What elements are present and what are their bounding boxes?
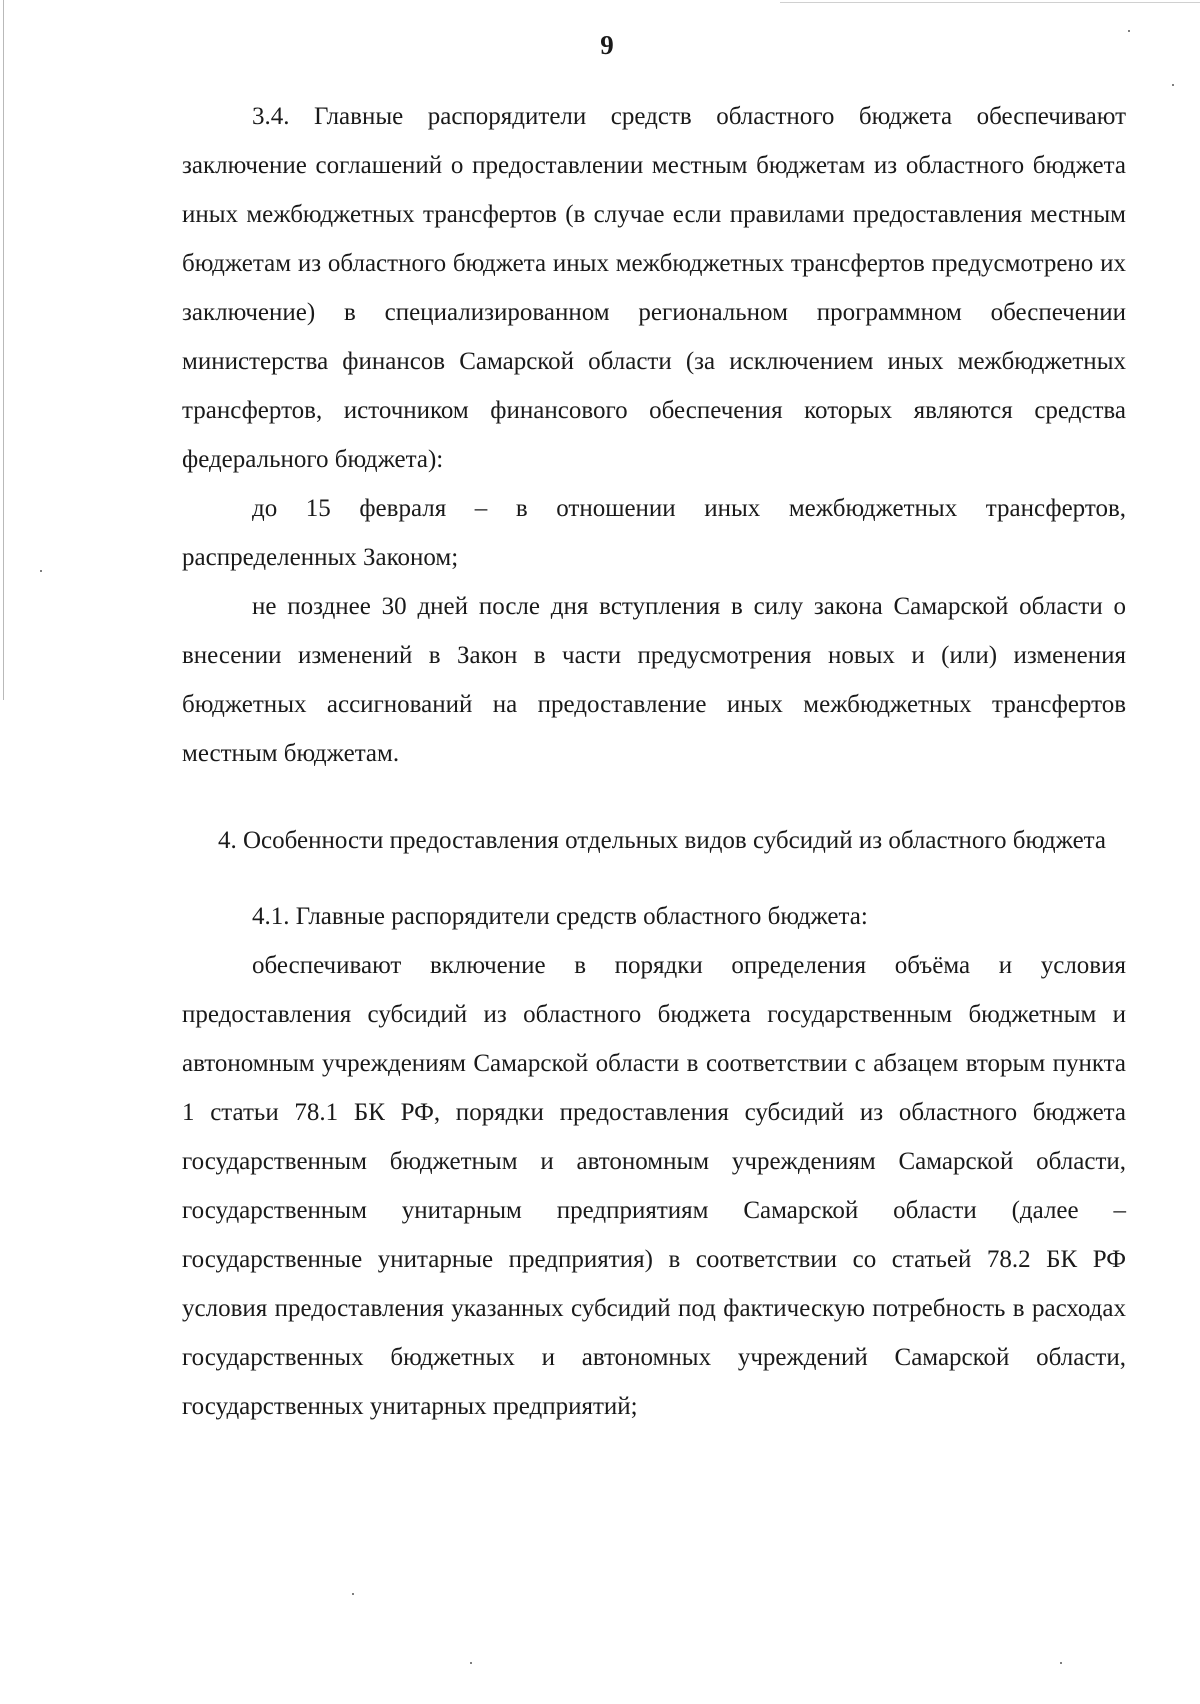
paragraph-3-4: 3.4. Главные распорядители средств областного бюджета обеспечивают заключение соглашений о предоставлении местным бюджетам из областного бюджета иных межбюджетных трансфертов (в случае если правилами предоставления местным бюджетам из областного бюджета иных межбюджетных трансфертов предусмотрено их заключение) в специализированном региональном программном обеспечении министерства финансов Самарской области (за исключением иных межбюджетных трансфертов, источником финансового обеспечения которых являются средства федерального бюджета): bbox=[182, 103, 1126, 473]
scan-speck bbox=[470, 1662, 472, 1664]
scan-speck bbox=[352, 1593, 354, 1595]
scan-speck bbox=[1128, 30, 1130, 32]
document-body bbox=[182, 92, 1126, 1431]
paragraph-deadline-february: до 15 февраля – в отношении иных межбюджетных трансфертов, распределенных Законом; bbox=[182, 495, 1126, 571]
scan-edge-line bbox=[3, 0, 4, 700]
paragraph-4-1: 4.1. Главные распорядители средств областного бюджета: bbox=[252, 903, 868, 930]
paragraph-deadline-30-days: не позднее 30 дней после дня вступления в силу закона Самарской области о внесении изменений в Закон в части предусмотрения новых и (или) изменения бюджетных ассигнований на предоставление иных межбюджетных трансфертов местным бюджетам. bbox=[182, 593, 1126, 767]
page-number: 9 bbox=[600, 30, 614, 60]
paragraph-subsidy-conditions: обеспечивают включение в порядки определения объёма и условия предоставления субсидий из областного бюджета государственным бюджетным и автономным учреждениям Самарской области в соответствии с абзацем вторым пункта 1 статьи 78.1 БК РФ, порядки предоставления субсидий из областного бюджета государственным бюджетным и автономным учреждениям Самарской области, государственным унитарным предприятиям Самарской области (далее – государственные унитарные предприятия) в соответствии со статьей 78.2 БК РФ условия предоставления указанных субсидий под фактическую потребность в расходах государственных бюджетных и автономных учреждений Самарской области, государственных унитарных предприятий; bbox=[182, 952, 1126, 1420]
scan-top-line bbox=[780, 2, 1200, 3]
scan-speck bbox=[1060, 1662, 1062, 1664]
scan-speck bbox=[40, 570, 42, 572]
scan-speck bbox=[1172, 84, 1174, 86]
section-heading: 4. Особенности предоставления отдельных видов субсидий из областного бюджета bbox=[218, 827, 1107, 854]
